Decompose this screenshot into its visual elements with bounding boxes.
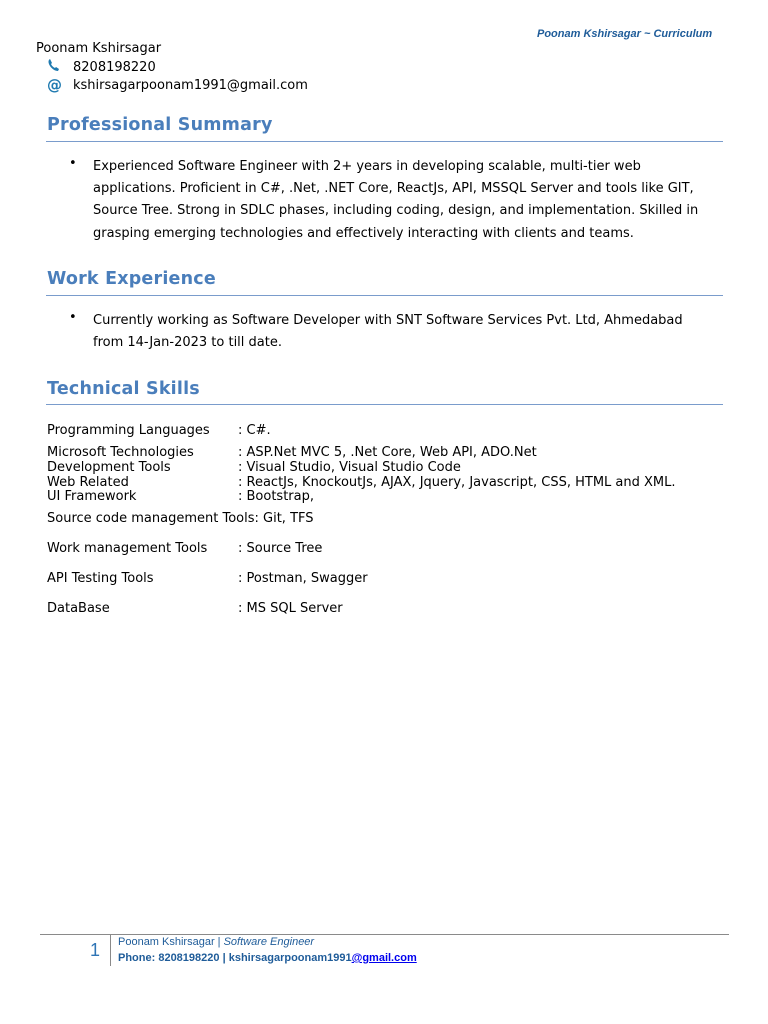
skill-label: Web Related xyxy=(47,475,129,490)
skill-row-programming xyxy=(47,423,271,438)
experience-divider xyxy=(46,295,723,296)
skill-value: : Postman, Swagger xyxy=(238,571,368,586)
footer-vertical-divider xyxy=(110,934,111,966)
footer-role: Software Engineer xyxy=(223,936,315,948)
skill-label: Programming Languages xyxy=(47,423,210,438)
skill-label: Microsoft Technologies xyxy=(47,445,194,460)
skill-value: : MS SQL Server xyxy=(238,601,343,616)
running-header: Poonam Kshirsagar ~ Curriculum xyxy=(537,28,713,40)
summary-divider xyxy=(46,141,723,142)
phone-number: 8208198220 xyxy=(73,59,156,75)
candidate-name: Poonam Kshirsagar xyxy=(36,41,162,56)
skill-value: Git, TFS xyxy=(258,511,314,526)
skill-row-workmgmt xyxy=(47,541,322,556)
page-number: 1 xyxy=(90,940,101,960)
skill-row-database xyxy=(47,601,343,616)
skill-value: : ReactJs, KnockoutJs, AJAX, Jquery, Javascript, CSS, HTML and XML. xyxy=(238,475,676,490)
footer-divider xyxy=(40,934,729,935)
skill-row-devtools xyxy=(47,460,461,475)
summary-heading: Professional Summary xyxy=(47,115,273,135)
skill-value: : Visual Studio, Visual Studio Code xyxy=(238,460,461,475)
footer-contact xyxy=(118,952,417,964)
experience-text: Currently working as Software Developer with SNT Software Services Pvt. Ltd, Ahmedabad from 14-Jan-2023 to till date. xyxy=(93,313,683,351)
at-icon: @ xyxy=(47,76,62,94)
skill-row-scm xyxy=(47,511,314,526)
bullet-icon: • xyxy=(69,156,77,171)
skills-heading: Technical Skills xyxy=(47,379,200,399)
phone-row xyxy=(47,58,156,76)
footer-email-user[interactable]: kshirsagarpoonam1991 xyxy=(228,952,352,964)
footer-email-link[interactable]: @gmail.com xyxy=(351,952,417,964)
email-row xyxy=(47,76,308,94)
footer-phone: Phone: 8208198220 | xyxy=(118,952,229,964)
bullet-icon: • xyxy=(69,310,77,325)
skill-row-ui xyxy=(47,489,314,504)
skill-value: : C#. xyxy=(238,423,271,438)
email-address[interactable]: kshirsagarpoonam1991@gmail.com xyxy=(73,77,308,93)
footer-separator: | xyxy=(214,936,224,948)
skill-row-microsoft xyxy=(47,445,537,460)
skill-value: : ASP.Net MVC 5, .Net Core, Web API, ADO.Net xyxy=(238,445,537,460)
footer-identity xyxy=(118,936,314,948)
summary-text: Experienced Software Engineer with 2+ years in developing scalable, multi-tier web applications. Proficient in C#, .Net, .NET Core, ReactJs, API, MSSQL Server and tools like GIT, Source Tree. Strong in SDLC phases, including coding, design, and implementation. Skilled in grasping emerging technologies and effectively interacting with clients and teams. xyxy=(93,159,699,241)
skill-label: API Testing Tools xyxy=(47,571,154,586)
skills-divider xyxy=(46,404,723,405)
skill-value: : Source Tree xyxy=(238,541,323,556)
skill-label: DataBase xyxy=(47,601,110,616)
skill-label: Source code management Tools: xyxy=(47,511,259,526)
skill-label: UI Framework xyxy=(47,489,137,504)
phone-icon xyxy=(47,58,73,76)
skill-label: Work management Tools xyxy=(47,541,208,556)
skill-row-api xyxy=(47,571,368,586)
skill-value: : Bootstrap, xyxy=(238,489,315,504)
footer-name: Poonam Kshirsagar xyxy=(118,936,215,948)
skill-label: Development Tools xyxy=(47,460,171,475)
skill-row-web xyxy=(47,475,676,490)
experience-heading: Work Experience xyxy=(47,269,216,289)
